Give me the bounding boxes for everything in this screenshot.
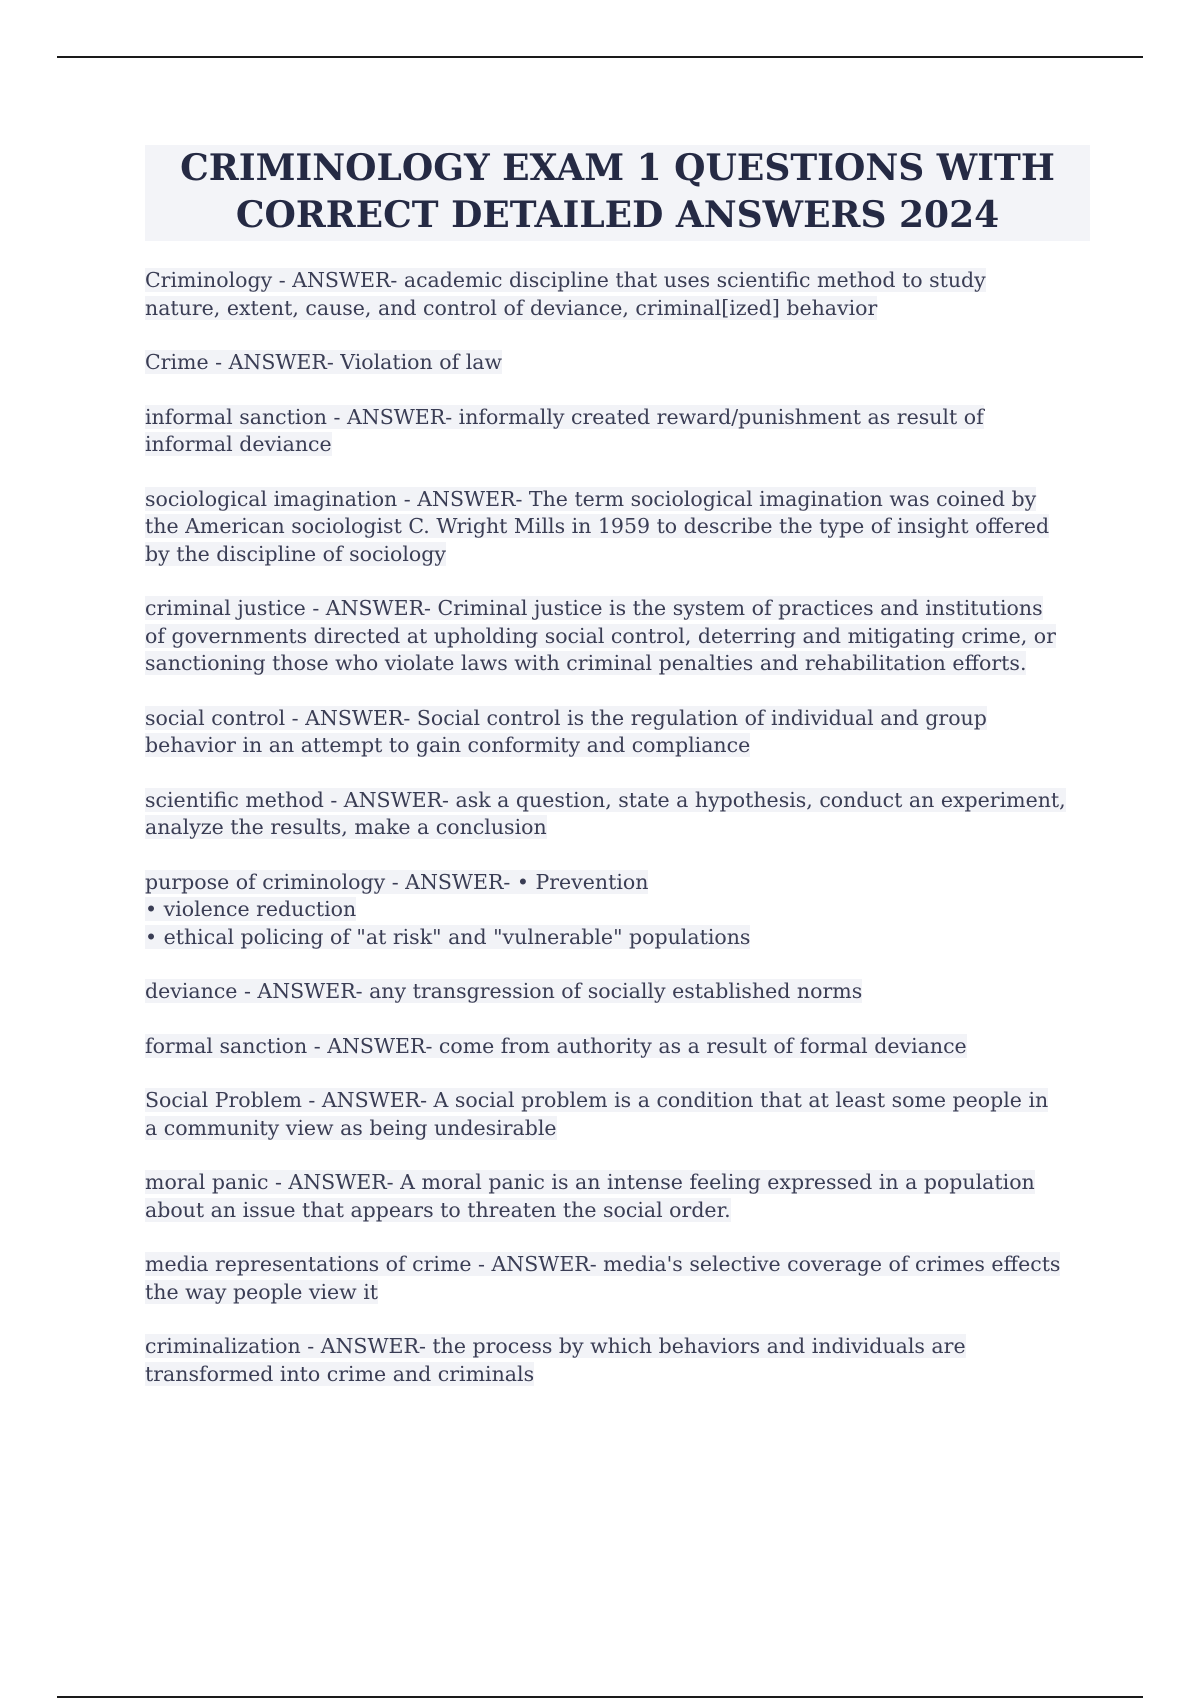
entry-text: informal sanction - ANSWER- informally created reward/punishment as result of — [145, 404, 984, 429]
entry-social-control — [145, 705, 1090, 760]
bottom-rule — [57, 1696, 1143, 1698]
entry-text: criminal justice - ANSWER- Criminal justice is the system of practices and institutions — [145, 596, 1043, 620]
entry-purpose-of-criminology — [145, 869, 1090, 952]
entry-text: sanctioning those who violate laws with criminal penalties and rehabilitation efforts. — [145, 651, 1027, 675]
entry-text: Crime - ANSWER- Violation of law — [145, 350, 503, 374]
entry-text: nature, extent, cause, and control of deviance, criminal[ized] behavior — [145, 295, 878, 320]
entry-text: moral panic - ANSWER- A moral panic is an intense feeling expressed in a population — [145, 1170, 1035, 1194]
entry-text: deviance - ANSWER- any transgression of socially established norms — [145, 979, 863, 1003]
entry-text: behavior in an attempt to gain conformity and compliance — [145, 733, 751, 757]
entry-text: Criminology - ANSWER- academic discipline that uses scientific method to study — [145, 268, 986, 292]
entry-social-problem — [145, 1087, 1090, 1142]
entry-text: • ethical policing of "at risk" and "vulnerable" populations — [145, 924, 751, 949]
top-rule — [57, 56, 1143, 58]
entry-text: of governments directed at upholding social control, deterring and mitigating crime, or — [145, 623, 1056, 648]
document-body — [145, 145, 1090, 1415]
entry-sociological-imagination — [145, 486, 1090, 569]
entry-text: transformed into crime and criminals — [145, 1361, 535, 1386]
entry-deviance — [145, 978, 1090, 1006]
entry-text: Social Problem - ANSWER- A social problem is a condition that at least some people in — [145, 1088, 1049, 1112]
entry-text: the way people view it — [145, 1279, 379, 1304]
title-line-2: CORRECT DETAILED ANSWERS 2024 — [235, 194, 1000, 236]
entry-informal-sanction — [145, 404, 1090, 459]
entry-text: formal sanction - ANSWER- come from authority as a result of formal deviance — [145, 1033, 967, 1058]
entry-text: • violence reduction — [145, 897, 357, 921]
entry-text: the American sociologist C. Wright Mills in 1959 to describe the type of insight offered — [145, 514, 1050, 538]
entry-text: about an issue that appears to threaten the social order. — [145, 1197, 731, 1222]
entry-text: by the discipline of sociology — [145, 541, 446, 566]
entry-text: social control - ANSWER- Social control is the regulation of individual and group — [145, 705, 987, 730]
entry-scientific-method — [145, 787, 1090, 842]
document-title — [145, 145, 1090, 241]
entry-text: media representations of crime - ANSWER- media's selective coverage of crimes effects — [145, 1252, 1061, 1276]
entry-text: informal deviance — [145, 432, 332, 456]
entry-text: scientific method - ANSWER- ask a question, state a hypothesis, conduct an experiment, — [145, 787, 1066, 812]
entry-moral-panic — [145, 1169, 1090, 1224]
entry-text: purpose of criminology - ANSWER- • Prevention — [145, 869, 649, 894]
entry-criminal-justice — [145, 595, 1090, 678]
entry-crime — [145, 349, 1090, 377]
entry-formal-sanction — [145, 1033, 1090, 1061]
entry-media-representations — [145, 1251, 1090, 1306]
entry-criminology — [145, 267, 1090, 322]
entry-text: sociological imagination - ANSWER- The term sociological imagination was coined by — [145, 486, 1037, 511]
entry-text: analyze the results, make a conclusion — [145, 815, 547, 839]
entry-text: a community view as being undesirable — [145, 1115, 557, 1140]
entry-text: criminalization - ANSWER- the process by which behaviors and individuals are — [145, 1334, 966, 1358]
entry-criminalization — [145, 1333, 1090, 1388]
title-line-1: CRIMINOLOGY EXAM 1 QUESTIONS WITH — [180, 147, 1055, 189]
